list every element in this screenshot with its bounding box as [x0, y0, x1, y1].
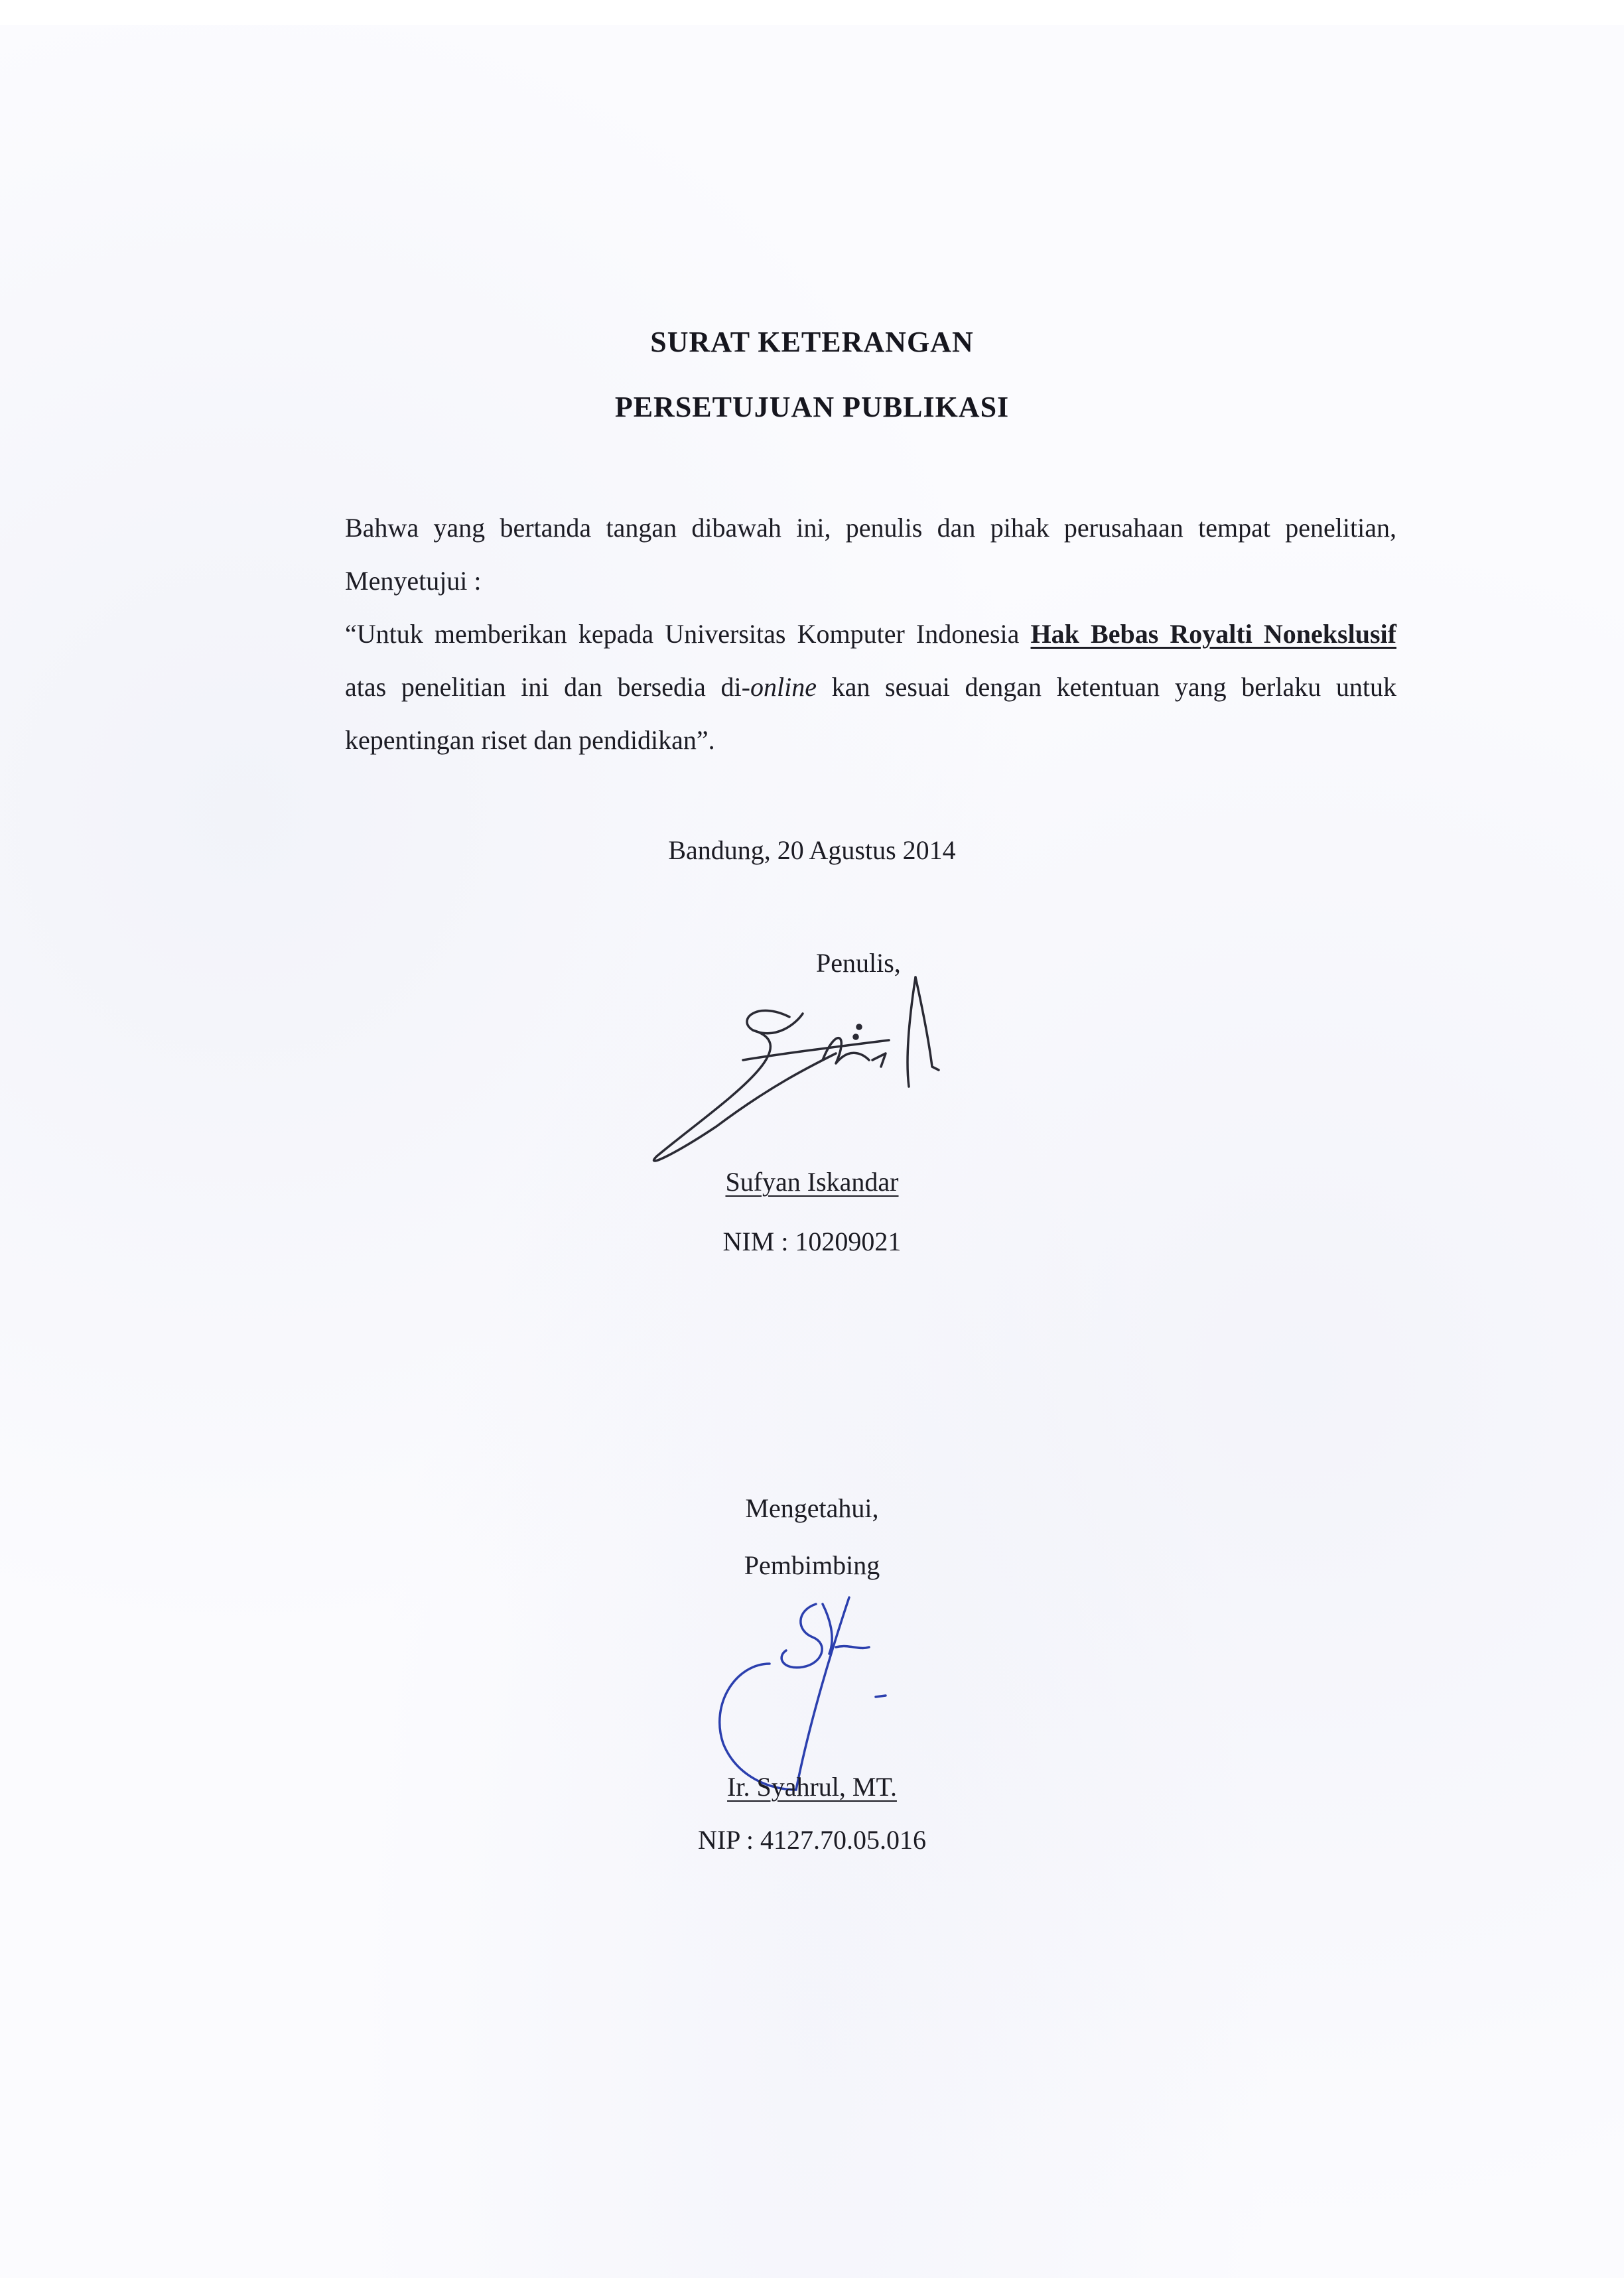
royalty-rights-emphasis: Hak Bebas Royalti Nonekslusif	[1030, 619, 1396, 649]
author-id-number: NIM : 10209021	[722, 1227, 902, 1256]
acknowledge-label: Mengetahui,	[745, 1493, 879, 1523]
consent-paragraph	[345, 608, 1396, 767]
supervisor-name: Ir. Syahrul, MT.	[727, 1772, 897, 1802]
author-role-label: Penulis,	[816, 948, 901, 978]
consent-text-part2: atas penelitian ini dan bersedia di-	[345, 672, 750, 702]
online-italic: online	[750, 672, 817, 702]
intro-paragraph: Bahwa yang bertanda tangan dibawah ini, penulis dan pihak perusahaan tempat penelitian, Menyetujui :	[345, 513, 1396, 596]
document-title: SURAT KETERANGAN	[650, 326, 974, 358]
place-date: Bandung, 20 Agustus 2014	[668, 835, 956, 865]
supervisor-role-label: Pembimbing	[744, 1550, 880, 1580]
consent-text-part1: “Untuk memberikan kepada Universitas Komputer Indonesia	[345, 619, 1031, 649]
consent-text-part3: kan sesuai dengan ketentuan yang berlaku untuk kepentingan riset dan pendidikan”.	[345, 672, 1397, 755]
author-name: Sufyan Iskandar	[725, 1167, 899, 1197]
document-subtitle: PERSETUJUAN PUBLIKASI	[614, 391, 1010, 423]
author-signature-icon	[637, 954, 949, 1173]
author-signature-strokes	[654, 977, 939, 1161]
supervisor-id-number: NIP : 4127.70.05.016	[697, 1825, 927, 1855]
supervisor-signature-strokes	[720, 1597, 886, 1790]
